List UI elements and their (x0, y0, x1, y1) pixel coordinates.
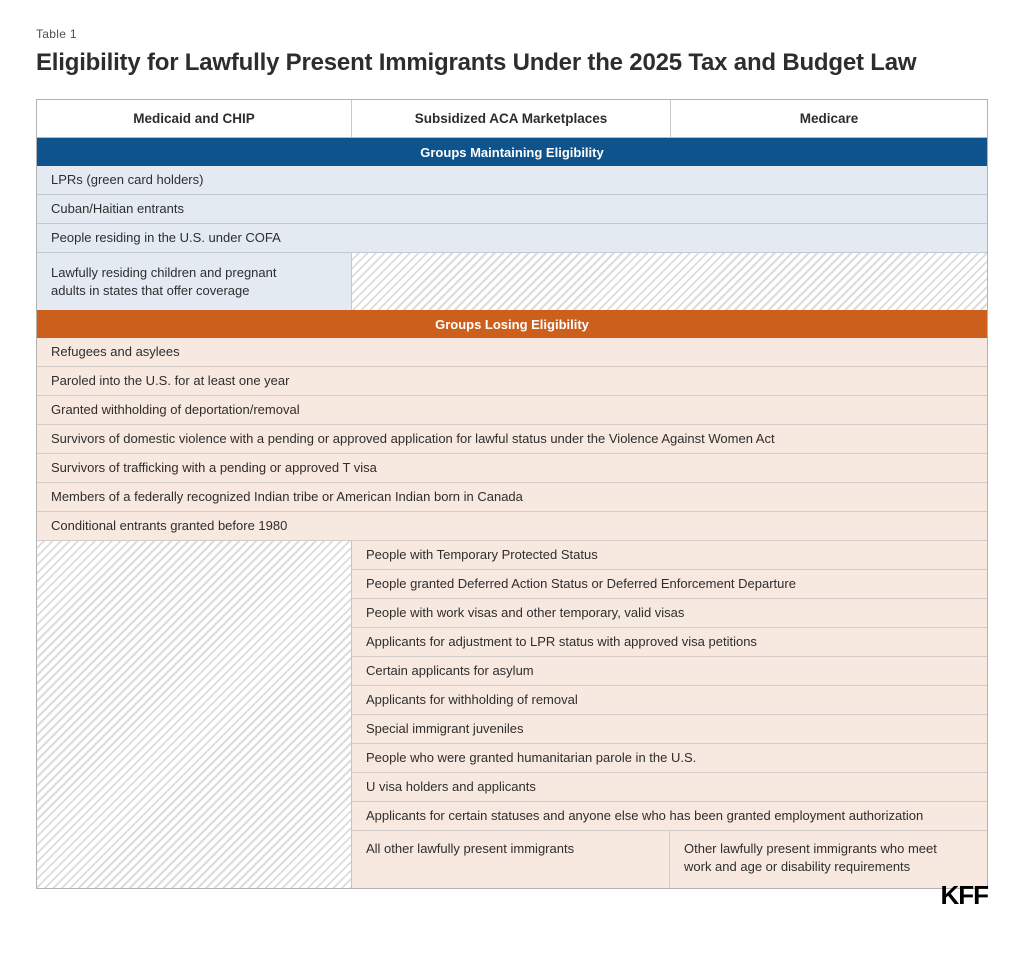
column-header-aca-marketplaces: Subsidized ACA Marketplaces (352, 100, 671, 137)
report-page (36, 0, 988, 889)
table-row: People residing in the U.S. under COFA (37, 224, 987, 253)
table-row-medicaid-only (37, 253, 987, 310)
kff-logo: KFF (940, 880, 988, 910)
marketplace-cell: All other lawfully present immigrants (352, 831, 670, 888)
table-row: Conditional entrants granted before 1980 (37, 512, 987, 541)
table-row: Special immigrant juveniles (352, 715, 987, 744)
column-header-medicaid-chip: Medicaid and CHIP (37, 100, 352, 137)
column-header-medicare: Medicare (799, 111, 859, 126)
table-row: Members of a federally recognized Indian tribe or American Indian born in Canada (37, 483, 987, 512)
table-row: Certain applicants for asylum (352, 657, 987, 686)
table-row: Survivors of domestic violence with a pending or approved application for lawful status under the Violence Against Women Act (37, 425, 987, 454)
table-row: Granted withholding of deportation/removal (37, 396, 987, 425)
medicaid-only-cell: Lawfully residing children and pregnant adults in states that offer coverage (37, 253, 352, 310)
medicare-cell: Other lawfully present immigrants who meet work and age or disability requirements (670, 831, 987, 888)
not-applicable-hatch (352, 253, 987, 310)
table-row: Refugees and asylees (37, 338, 987, 367)
table-row: People with Temporary Protected Status (352, 541, 987, 570)
table-row: Cuban/Haitian entrants (37, 195, 987, 224)
table-row: People who were granted humanitarian parole in the U.S. (352, 744, 987, 773)
table-row: People granted Deferred Action Status or Deferred Enforcement Departure (352, 570, 987, 599)
table-number-label: Table 1 (36, 27, 77, 41)
table-row: LPRs (green card holders) (37, 166, 987, 195)
page-title: Eligibility for Lawfully Present Immigrants Under the 2025 Tax and Budget Law (36, 49, 917, 76)
not-applicable-hatch (37, 541, 352, 888)
losing-bottom-region (37, 541, 987, 888)
section-header-maintaining: Groups Maintaining Eligibility (37, 138, 987, 166)
table-row: Paroled into the U.S. for at least one year (37, 367, 987, 396)
eligibility-table (36, 99, 988, 889)
table-row: U visa holders and applicants (352, 773, 987, 802)
section-header-losing: Groups Losing Eligibility (37, 310, 987, 338)
table-row: Survivors of trafficking with a pending or approved T visa (37, 454, 987, 483)
table-row: People with work visas and other temporary, valid visas (352, 599, 987, 628)
table-row-split (352, 831, 987, 888)
column-header-row (37, 100, 987, 138)
table-row: Applicants for adjustment to LPR status with approved visa petitions (352, 628, 987, 657)
table-row: Applicants for certain statuses and anyone else who has been granted employment authorization (352, 802, 987, 831)
marketplace-medicare-rows (352, 541, 987, 888)
table-row: Applicants for withholding of removal (352, 686, 987, 715)
